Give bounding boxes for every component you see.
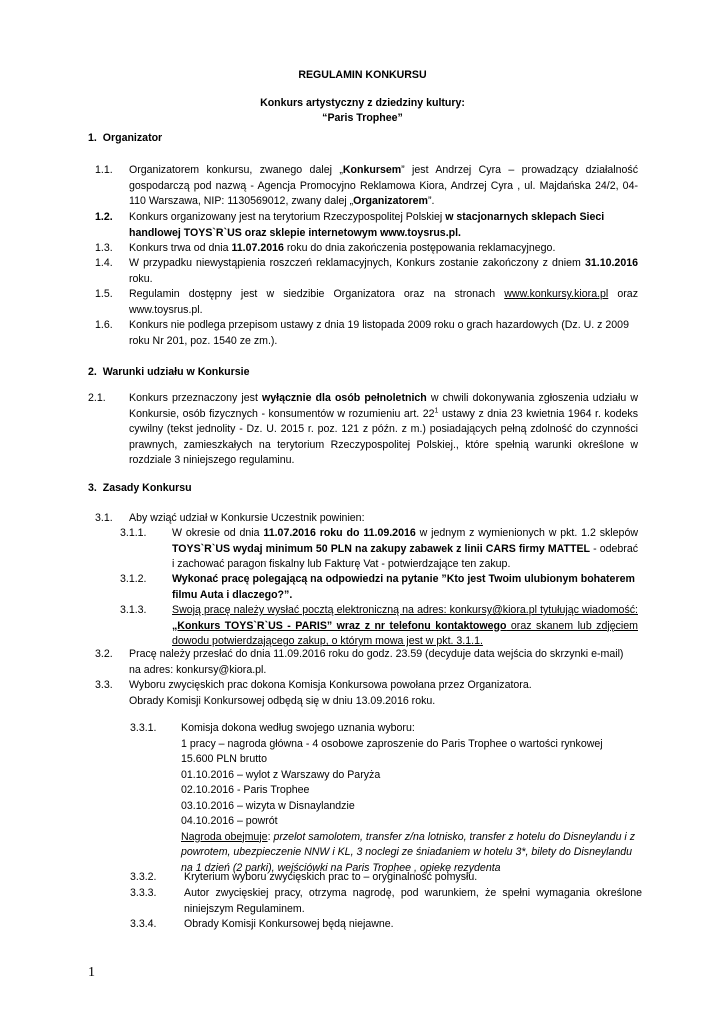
clause-1-4-number: 1.4.: [95, 257, 113, 269]
clause-text: Konkurs przeznaczony jest: [129, 392, 262, 404]
clause-3-1-number: 3.1.: [95, 512, 113, 524]
clause-3-3-3-number: 3.3.3.: [130, 887, 157, 899]
clause-3-3-number: 3.3.: [95, 679, 113, 691]
section-3-heading: [88, 481, 192, 497]
clause-text: W okresie od dnia: [172, 527, 264, 539]
clause-3-1-1: [172, 526, 638, 573]
clause-text: - odebrać i zachować paragon fiskalny lub Fakturę Vat - potwierdzające ten zakup.: [172, 542, 639, 570]
clause-text: roku do dnia zakończenia postępowania reklamacyjnego.: [283, 242, 556, 254]
clause-text: Swoją pracę należy wysłać pocztą elektroniczną na adres: konkursy@kiora.pl tytułując wiadomość:: [172, 604, 638, 616]
clause-3-3-2: Kryterium wyboru zwycięskich prac to – oryginalność pomysłu.: [184, 871, 478, 883]
clause-3-3-1: [181, 721, 641, 876]
purchase-condition: TOYS`R`US wydaj minimum 50 PLN na zakupy zabawek z linii CARS firmy MATTEL: [172, 542, 591, 555]
clause-3-3-2-number: 3.3.2.: [130, 871, 157, 883]
clause-text: oraz www.toysrus.pl.: [129, 288, 638, 316]
clause-1-5-number: 1.5.: [95, 288, 113, 300]
clause-text: oraz skanem lub zdjęciem dowodu potwierdzającego zakup, o którym mowa jest w pkt. 3.1.1.: [172, 619, 638, 647]
contest-period: 11.07.2016 roku do 11.09.2016: [263, 527, 416, 539]
clause-3-3-1-number: 3.3.1.: [130, 722, 157, 734]
clause-text: W przypadku niewystąpienia roszczeń reklamacyjnych, Konkurs zostanie zakończony z dniem: [129, 257, 585, 269]
clause-3-3-4-number: 3.3.4.: [130, 918, 157, 930]
clause-text: :: [267, 830, 274, 843]
section-2-number: 2.: [88, 366, 97, 378]
end-date: 31.10.2016: [584, 257, 638, 269]
section-2-title: Warunki udziału w Konkursie: [102, 366, 250, 378]
section-3-number: 3.: [88, 482, 97, 494]
clause-3-1: Aby wziąć udział w Konkursie Uczestnik powinien:: [129, 512, 365, 524]
contest-name: “Paris Trophee”: [322, 112, 403, 124]
page-number: 1: [88, 965, 95, 980]
clause-text: Regulamin dostępny jest w siedzibie Organizatora oraz na stronach: [129, 288, 505, 300]
section-3-title: Zasady Konkursu: [102, 482, 192, 494]
clause-text: ” jest Andrzej Cyra – prowadzący działalność gospodarczą pod nazwą - Agencja Promocyjno Reklamowa Kiora, Andrzej Cyra , ul. Majdańska 24/2, 04-110 Warszawa, NIP: 1130569012, zwany dalej „: [129, 164, 638, 207]
clause-1-4: [129, 256, 638, 287]
main-prize-line: 1 pracy – nagroda główna - 4 osobowe zaproszenie do Paris Trophee o wartości rynkowej: [181, 737, 603, 750]
clause-2-1-number: 2.1.: [88, 392, 106, 404]
clause-1-5: [129, 287, 638, 318]
clause-1-3: [129, 241, 638, 257]
clause-1-3-number: 1.3.: [95, 242, 113, 254]
clause-text: w chwili dokonywania zgłoszenia udziału w Konkursie, osób fizycznych - konsumentów w rozumieniu art. 22: [129, 392, 638, 420]
term-konkurs: Konkursem: [342, 164, 402, 176]
clause-emphasis: wyłącznie dla osób pełnoletnich: [262, 392, 427, 404]
section-1-title: Organizator: [102, 132, 163, 144]
clause-1-1-number: 1.1.: [95, 164, 113, 176]
section-1-heading: [88, 131, 162, 147]
clause-emphasis: w stacjonarnych sklepach Sieci handlowej TOYS`R`US oraz sklepie internetowym www.toysrus.pl.: [129, 211, 605, 239]
footnote-marker: 1: [434, 406, 439, 414]
section-2-heading: [88, 365, 250, 381]
clause-1-1: [129, 163, 638, 210]
clause-line: Komisja dokona według swojego uznania wyboru:: [181, 722, 415, 734]
section-1-number: 1.: [88, 132, 97, 144]
clause-3-1-3-number: 3.1.3.: [120, 604, 147, 616]
prize-label: Nagroda obejmuje: [181, 830, 268, 843]
clause-1-6: [129, 318, 638, 349]
clause-1-2: [129, 210, 638, 241]
clause-line: Obrady Komisji Konkursowej odbędą się w dniu 13.09.2016 roku.: [129, 694, 436, 707]
prize-value: 15.600 PLN brutto: [181, 753, 267, 765]
clause-3-3-3: Autor zwycięskiej pracy, otrzyma nagrodę, pod warunkiem, że spełni wymagania określone niniejszym Regulaminem.: [184, 887, 642, 915]
contest-subtitle: Konkurs artystyczny z dziedziny kultury:: [260, 97, 465, 109]
clause-text: w jednym z wymienionych w pkt. 1.2 sklepów: [415, 527, 638, 539]
document-title: REGULAMIN KONKURSU: [298, 69, 427, 81]
itinerary-item: 01.10.2016 – wylot z Warszawy do Paryża: [181, 768, 381, 781]
clause-text: roku.: [129, 272, 153, 285]
clause-3-2: Pracę należy przesłać do dnia 11.09.2016 roku do godz. 23.59 (decyduje data wejścia do skrzynki e-mail) na adres: konkursy@kiora.pl.: [129, 648, 624, 676]
website-link[interactable]: www.konkursy.kiora.pl: [504, 288, 609, 300]
clause-3-3-4: Obrady Komisji Konkursowej będą niejawne.: [184, 918, 394, 930]
clause-1-6-number: 1.6.: [95, 319, 113, 331]
itinerary-item: 03.10.2016 – wizyta w Disnaylandzie: [181, 799, 355, 812]
clause-text: Konkurs organizowany jest na terytorium Rzeczypospolitej Polskiej: [129, 211, 446, 223]
clause-1-2-number: 1.2.: [95, 211, 113, 223]
start-date: 11.07.2016: [231, 242, 284, 254]
term-organizator: Organizatorem: [353, 195, 428, 207]
clause-3-3: [129, 678, 638, 709]
email-subject: „Konkurs TOYS`R`US - PARIS” wraz z nr telefonu kontaktowego: [172, 619, 507, 632]
itinerary-item: 02.10.2016 - Paris Trophee: [181, 784, 310, 796]
clause-line: Wyboru zwycięskich prac dokona Komisja Konkursowa powołana przez Organizatora.: [129, 679, 532, 691]
clause-text: Konkurs trwa od dnia: [129, 242, 232, 254]
clause-3-1-2-number: 3.1.2.: [120, 573, 147, 585]
itinerary-item: 04.10.2016 – powrót: [181, 815, 278, 827]
clause-2-1: [129, 391, 638, 469]
clause-3-1-1-number: 3.1.1.: [120, 527, 147, 539]
clause-3-2-number: 3.2.: [95, 648, 113, 660]
clause-3-1-3: [172, 603, 638, 650]
clause-text: Konkurs nie podlega przepisom ustawy z dnia 19 listopada 2009 roku o grach hazardowych (Dz. U. z 2009 roku Nr 201, poz. 1540 ze zm.).: [129, 319, 629, 347]
clause-text: ”.: [427, 195, 435, 207]
clause-3-1-2: Wykonać pracę polegającą na odpowiedzi na pytanie ”Kto jest Twoim ulubionym bohaterem filmu Auta i dlaczego?”.: [172, 573, 635, 601]
clause-text: ustawy z dnia 23 kwietnia 1964 r. kodeks cywilny (tekst jednolity - Dz. U. 2015 r. poz. 121 z późn. z m.) posiadających pełną zdolność do czynności prawnych, zamieszkałych na terytorium Rzeczypospolitej Polskiej., które spełnią warunki określone w rozdziale 3 niniejszego regulaminu.: [129, 407, 638, 466]
clause-text: Organizatorem konkursu, zwanego dalej „: [129, 164, 343, 176]
prize-details: przelot samolotem, transfer z/na lotnisko, transfer z hotelu do Disneylandu i z powrotem, ubezpieczenie NNW i KL, 3 noclegi ze śniadaniem w hotelu 3*, bilety do Disneylandu na 1 dzień (2 parki), wejściówki na Paris Trophee , opiekę rezydenta: [181, 830, 636, 874]
